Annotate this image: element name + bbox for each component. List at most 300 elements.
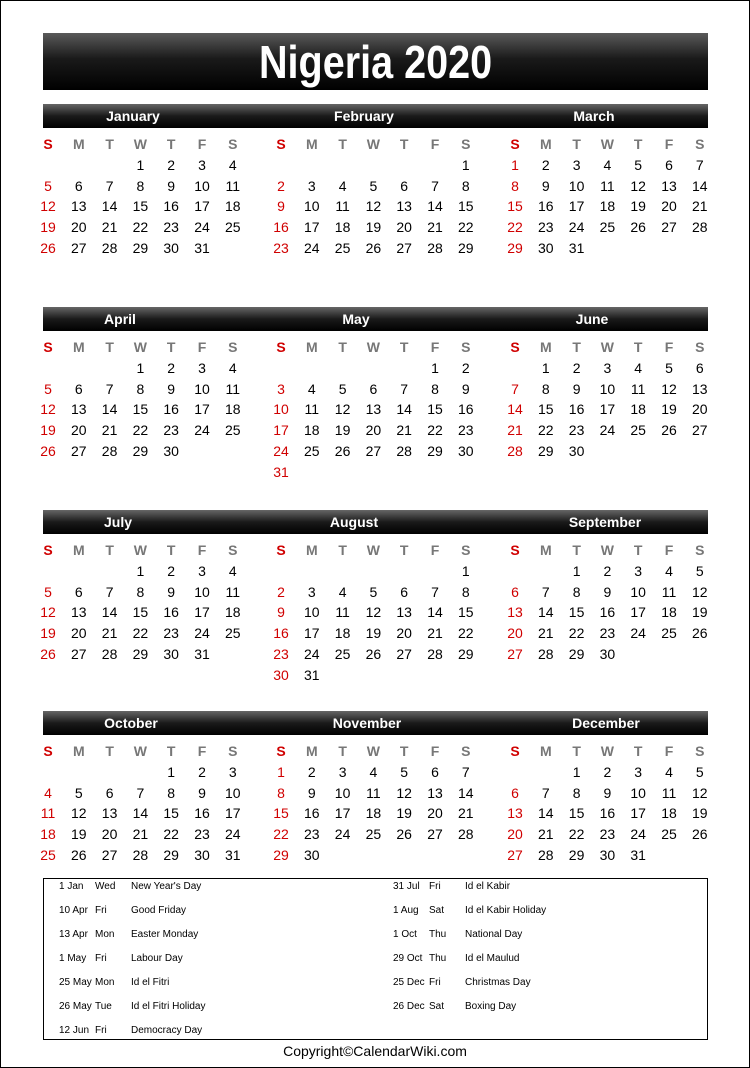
weekday-label: M (305, 542, 318, 558)
weekday-label: S (43, 542, 53, 558)
day-cell: 20 (71, 219, 87, 236)
day-cell: 31 (304, 666, 320, 683)
day-cell: 26 (40, 240, 56, 256)
day-cell: 22 (427, 422, 443, 439)
day-cell: 7 (461, 763, 470, 780)
weekday-label: F (430, 339, 440, 355)
weekday-label: W (600, 743, 614, 759)
day-cell: 3 (307, 583, 316, 600)
day-cell: 16 (163, 198, 179, 215)
day-cell: 15 (458, 198, 474, 215)
day-cell: 4 (44, 784, 52, 801)
weekday-label: S (461, 136, 471, 152)
holiday-date: 1 Oct (393, 929, 417, 940)
day-cell: 15 (132, 401, 149, 418)
day-cell: 4 (369, 763, 378, 780)
day-cell: 20 (692, 401, 708, 418)
day-cell: 23 (568, 422, 585, 439)
day-cell: 21 (692, 198, 708, 215)
day-cell: 3 (277, 380, 285, 397)
weekday-label: T (399, 743, 409, 759)
day-cell: 11 (40, 805, 56, 822)
day-cell: 17 (304, 219, 320, 236)
day-cell: 2 (167, 156, 176, 173)
day-cell: 3 (198, 562, 206, 579)
day-cell: 26 (396, 826, 412, 843)
day-cell: 16 (599, 805, 616, 822)
day-cell: 9 (277, 198, 285, 215)
holiday-date: 31 Jul (393, 881, 420, 892)
weekday-label: M (539, 136, 552, 152)
weekday-label: T (399, 136, 409, 152)
day-cell: 14 (132, 805, 149, 822)
day-cell: 20 (427, 805, 443, 822)
day-cell: 27 (396, 646, 412, 662)
day-cell: 29 (568, 847, 585, 863)
day-cell: 13 (71, 604, 87, 621)
day-cell: 20 (396, 219, 412, 236)
day-cell: 12 (630, 177, 646, 194)
holiday-date: 1 Jan (59, 881, 84, 892)
weekday-label: F (430, 542, 440, 558)
holiday-item (59, 976, 359, 990)
day-cell: 20 (101, 826, 118, 843)
weekday-label: M (72, 743, 85, 759)
day-cell: 10 (630, 583, 646, 600)
day-cell: 22 (132, 422, 149, 439)
weekday-label: F (430, 136, 440, 152)
day-cell: 21 (538, 826, 554, 843)
day-cell: 22 (507, 219, 523, 236)
day-cell: 31 (225, 847, 241, 863)
day-cell: 15 (132, 198, 149, 215)
month-header-bar (43, 307, 708, 331)
month-name: November (332, 715, 402, 731)
day-cell: 23 (458, 422, 474, 439)
day-cell: 14 (538, 805, 554, 822)
day-cell: 25 (334, 240, 351, 256)
day-cell: 7 (400, 380, 409, 397)
day-cell: 7 (431, 583, 439, 600)
day-cell: 25 (225, 422, 241, 439)
day-cell: 26 (334, 443, 351, 459)
day-cell: 16 (458, 401, 474, 418)
holiday-name: National Day (465, 929, 523, 940)
day-cell: 16 (599, 604, 616, 621)
day-cell: 19 (692, 805, 708, 822)
day-cell: 19 (334, 422, 351, 439)
holiday-item (393, 952, 693, 966)
copyright-text: Copyright©CalendarWiki.com (283, 1043, 467, 1059)
weekday-label: W (133, 542, 147, 558)
weekday-label: M (305, 339, 318, 355)
month-name: July (103, 514, 132, 530)
holiday-date: 25 Dec (393, 977, 425, 988)
day-cell: 7 (511, 380, 519, 397)
holiday-weekday: Tue (95, 1001, 112, 1012)
day-cell: 10 (304, 198, 320, 215)
day-cell: 27 (71, 443, 87, 459)
day-cell: 9 (572, 380, 581, 397)
day-cell: 23 (304, 826, 320, 843)
day-cell: 11 (661, 583, 677, 600)
weekday-label: T (338, 339, 347, 355)
day-cell: 19 (396, 805, 412, 822)
weekday-label: T (105, 542, 114, 558)
weekday-label: S (276, 136, 286, 152)
day-cell: 21 (101, 625, 118, 642)
day-cell: 28 (538, 847, 554, 863)
day-cell: 2 (198, 763, 206, 780)
day-cell: 6 (369, 380, 378, 397)
holiday-weekday: Fri (95, 953, 107, 964)
day-cell: 14 (101, 198, 118, 215)
day-cell: 23 (163, 422, 179, 439)
day-cell: 14 (101, 604, 118, 621)
day-cell: 17 (273, 422, 289, 439)
day-cell: 1 (136, 562, 145, 579)
holiday-weekday: Wed (95, 881, 116, 892)
day-cell: 10 (599, 380, 616, 397)
day-cell: 21 (427, 219, 443, 236)
day-cell: 13 (427, 784, 443, 801)
month-name: January (106, 108, 160, 124)
day-cell: 24 (334, 826, 351, 843)
weekday-label: S (228, 136, 238, 152)
holiday-item (59, 928, 359, 942)
day-cell: 30 (163, 443, 179, 459)
weekday-label: T (166, 542, 176, 558)
day-cell: 11 (366, 784, 381, 801)
weekday-label: T (166, 339, 176, 355)
holiday-item (59, 904, 359, 918)
day-cell: 9 (167, 177, 176, 194)
day-cell: 29 (538, 443, 554, 459)
day-cell: 3 (572, 156, 581, 173)
day-cell: 26 (71, 847, 87, 863)
day-cell: 29 (458, 646, 474, 662)
day-cell: 21 (101, 422, 118, 439)
day-cell: 6 (511, 583, 519, 600)
day-cell: 19 (661, 401, 677, 418)
day-cell: 1 (136, 156, 145, 173)
day-cell: 13 (692, 380, 708, 397)
month-header-bar (43, 104, 708, 128)
day-cell: 2 (167, 562, 176, 579)
day-cell: 13 (507, 805, 523, 822)
holiday-name: Easter Monday (131, 929, 199, 940)
day-cell: 28 (692, 219, 708, 236)
day-cell: 30 (458, 443, 474, 459)
day-cell: 13 (71, 198, 87, 215)
day-cell: 14 (427, 604, 443, 621)
day-cell: 5 (634, 156, 643, 173)
weekday-label: S (43, 339, 53, 355)
day-cell: 31 (194, 646, 210, 662)
day-cell: 23 (163, 625, 179, 642)
day-cell: 23 (599, 625, 616, 642)
day-cell: 6 (511, 784, 519, 801)
holiday-list (43, 878, 708, 1040)
holiday-weekday: Thu (429, 953, 447, 964)
day-cell: 20 (507, 625, 523, 642)
day-cell: 2 (307, 763, 316, 780)
holiday-date: 12 Jun (59, 1025, 90, 1036)
weekday-label: T (633, 136, 643, 152)
day-cell: 29 (163, 847, 179, 863)
day-cell: 23 (194, 826, 210, 843)
day-cell: 19 (365, 625, 382, 642)
day-cell: 27 (692, 422, 708, 439)
day-cell: 16 (273, 219, 289, 236)
day-cell: 6 (400, 583, 409, 600)
day-cell: 12 (692, 784, 708, 801)
day-cell: 15 (427, 401, 443, 418)
day-cell: 25 (334, 646, 351, 662)
day-cell: 9 (541, 177, 550, 194)
day-cell: 8 (136, 177, 145, 194)
day-cell: 8 (136, 380, 145, 397)
day-cell: 9 (603, 583, 612, 600)
day-cell: 29 (458, 240, 474, 256)
day-cell: 19 (71, 826, 87, 843)
day-cell: 31 (273, 463, 289, 480)
day-cell: 8 (461, 177, 470, 194)
day-cell: 6 (400, 177, 409, 194)
day-cell: 30 (304, 847, 320, 863)
day-cell: 11 (304, 401, 320, 418)
day-cell: 4 (338, 177, 347, 194)
day-cell: 6 (105, 784, 114, 801)
day-cell: 13 (661, 177, 677, 194)
day-cell: 19 (40, 219, 56, 236)
day-cell: 30 (163, 240, 179, 256)
day-cell: 7 (541, 784, 550, 801)
day-cell: 1 (461, 156, 470, 173)
page-title: Nigeria 2020 (258, 35, 493, 88)
holiday-name: Id el Kabir (465, 881, 511, 892)
day-cell: 6 (695, 359, 704, 376)
holiday-weekday: Fri (429, 881, 441, 892)
day-cell: 12 (40, 604, 56, 621)
holiday-item (393, 976, 693, 990)
day-cell: 18 (630, 401, 646, 418)
day-cell: 17 (568, 198, 585, 215)
holiday-name: Labour Day (131, 953, 183, 964)
day-cell: 17 (630, 805, 646, 822)
weekday-label: S (43, 743, 53, 759)
day-cell: 18 (599, 198, 616, 215)
day-cell: 18 (334, 219, 351, 236)
day-cell: 22 (458, 219, 474, 236)
day-cell: 17 (194, 198, 210, 215)
day-cell: 16 (194, 805, 210, 822)
weekday-label: M (539, 743, 552, 759)
day-cell: 2 (541, 156, 550, 173)
day-cell: 21 (538, 625, 554, 642)
weekday-label: M (72, 136, 85, 152)
month-name: April (104, 311, 136, 327)
weekday-label: T (633, 542, 643, 558)
weekday-label: T (572, 542, 581, 558)
weekday-label: S (43, 136, 53, 152)
day-cell: 30 (538, 240, 554, 256)
title-banner (43, 33, 708, 90)
day-cell: 12 (661, 380, 677, 397)
day-cell: 24 (304, 646, 320, 662)
day-cell: 31 (568, 240, 585, 256)
holiday-date: 1 Aug (393, 905, 419, 916)
holiday-item (59, 1024, 359, 1038)
day-cell: 16 (568, 401, 585, 418)
day-cell: 3 (634, 763, 643, 780)
day-cell: 22 (568, 625, 585, 642)
day-cell: 18 (304, 422, 320, 439)
day-cell: 23 (538, 219, 554, 236)
day-cell: 8 (461, 583, 470, 600)
day-cell: 26 (40, 443, 56, 459)
day-cell: 12 (365, 604, 382, 621)
day-cell: 4 (634, 359, 643, 376)
day-cell: 12 (40, 198, 56, 215)
day-cell: 18 (40, 826, 56, 843)
day-cell: 3 (307, 177, 316, 194)
day-cell: 31 (194, 240, 210, 256)
day-cell: 6 (74, 177, 83, 194)
day-cell: 17 (630, 604, 646, 621)
day-cell: 14 (458, 784, 474, 801)
weekday-label: M (539, 339, 552, 355)
weekday-label: F (664, 136, 674, 152)
holiday-weekday: Sat (429, 905, 445, 916)
day-cell: 17 (599, 401, 616, 418)
holiday-weekday: Fri (429, 977, 441, 988)
holiday-name: Good Friday (131, 905, 187, 916)
holiday-item (393, 880, 693, 894)
day-cell: 17 (225, 805, 241, 822)
day-cell: 26 (365, 240, 382, 256)
weekday-label: T (572, 136, 581, 152)
weekday-label: F (197, 136, 207, 152)
day-cell: 2 (277, 177, 285, 194)
day-cell: 30 (273, 666, 289, 683)
day-cell: 28 (101, 240, 118, 256)
day-cell: 25 (40, 847, 56, 863)
weekday-label: W (366, 136, 380, 152)
day-cell: 11 (335, 198, 350, 215)
day-cell: 1 (511, 156, 519, 173)
day-cell: 19 (630, 198, 646, 215)
day-cell: 9 (167, 380, 176, 397)
day-cell: 25 (661, 826, 677, 843)
holiday-name: Id el Maulud (465, 953, 520, 964)
weekday-label: F (430, 743, 440, 759)
day-cell: 4 (338, 583, 347, 600)
day-cell: 25 (304, 443, 320, 459)
day-cell: 19 (365, 219, 382, 236)
holiday-date: 26 May (59, 1001, 92, 1012)
day-cell: 24 (304, 240, 320, 256)
holiday-weekday: Sat (429, 1001, 445, 1012)
weekday-label: F (664, 542, 674, 558)
day-cell: 12 (40, 401, 56, 418)
day-cell: 25 (661, 625, 677, 642)
day-cell: 2 (572, 359, 581, 376)
day-cell: 12 (71, 805, 87, 822)
day-cell: 29 (132, 646, 149, 662)
day-cell: 24 (194, 422, 210, 439)
day-cell: 9 (307, 784, 316, 801)
day-cell: 7 (105, 583, 114, 600)
day-cell: 1 (461, 562, 470, 579)
holiday-item (59, 952, 359, 966)
weekday-label: S (228, 542, 238, 558)
day-cell: 31 (630, 847, 646, 863)
day-cell: 3 (198, 156, 206, 173)
holiday-weekday: Mon (95, 977, 115, 988)
day-cell: 24 (630, 625, 646, 642)
holiday-date: 13 Apr (59, 929, 88, 940)
day-cell: 2 (277, 583, 285, 600)
day-cell: 4 (228, 562, 237, 579)
day-cell: 10 (273, 401, 289, 418)
holiday-name: Democracy Day (131, 1025, 203, 1036)
month-header-bar (43, 711, 708, 735)
day-cell: 1 (572, 562, 581, 579)
day-cell: 21 (132, 826, 149, 843)
day-cell: 16 (538, 198, 554, 215)
weekday-label: W (366, 339, 380, 355)
day-cell: 27 (507, 847, 523, 863)
day-cell: 8 (572, 583, 581, 600)
holiday-weekday: Fri (95, 905, 107, 916)
day-cell: 16 (163, 604, 179, 621)
day-cell: 22 (273, 826, 289, 843)
day-cell: 11 (225, 177, 241, 194)
holiday-date: 25 May (59, 977, 92, 988)
holiday-date: 10 Apr (59, 905, 88, 916)
day-cell: 10 (568, 177, 585, 194)
day-cell: 12 (365, 198, 382, 215)
day-cell: 8 (136, 583, 145, 600)
weekday-label: F (664, 743, 674, 759)
day-cell: 11 (600, 177, 615, 194)
day-cell: 2 (603, 763, 612, 780)
day-cell: 29 (132, 443, 149, 459)
weekday-label: S (695, 542, 705, 558)
day-cell: 11 (630, 380, 646, 397)
day-cell: 1 (167, 763, 176, 780)
day-cell: 26 (40, 646, 56, 662)
day-cell: 8 (541, 380, 550, 397)
day-cell: 27 (71, 240, 87, 256)
day-cell: 29 (507, 240, 523, 256)
day-cell: 22 (132, 625, 149, 642)
day-cell: 17 (194, 401, 210, 418)
day-cell: 9 (198, 784, 206, 801)
day-cell: 28 (427, 646, 443, 662)
day-cell: 12 (396, 784, 412, 801)
day-cell: 22 (458, 625, 474, 642)
weekday-label: T (572, 339, 581, 355)
day-cell: 26 (365, 646, 382, 662)
holiday-name: New Year's Day (131, 881, 202, 892)
day-cell: 10 (304, 604, 320, 621)
weekday-label: T (166, 136, 176, 152)
day-cell: 3 (228, 763, 237, 780)
day-cell: 7 (105, 380, 114, 397)
weekday-label: F (197, 542, 207, 558)
